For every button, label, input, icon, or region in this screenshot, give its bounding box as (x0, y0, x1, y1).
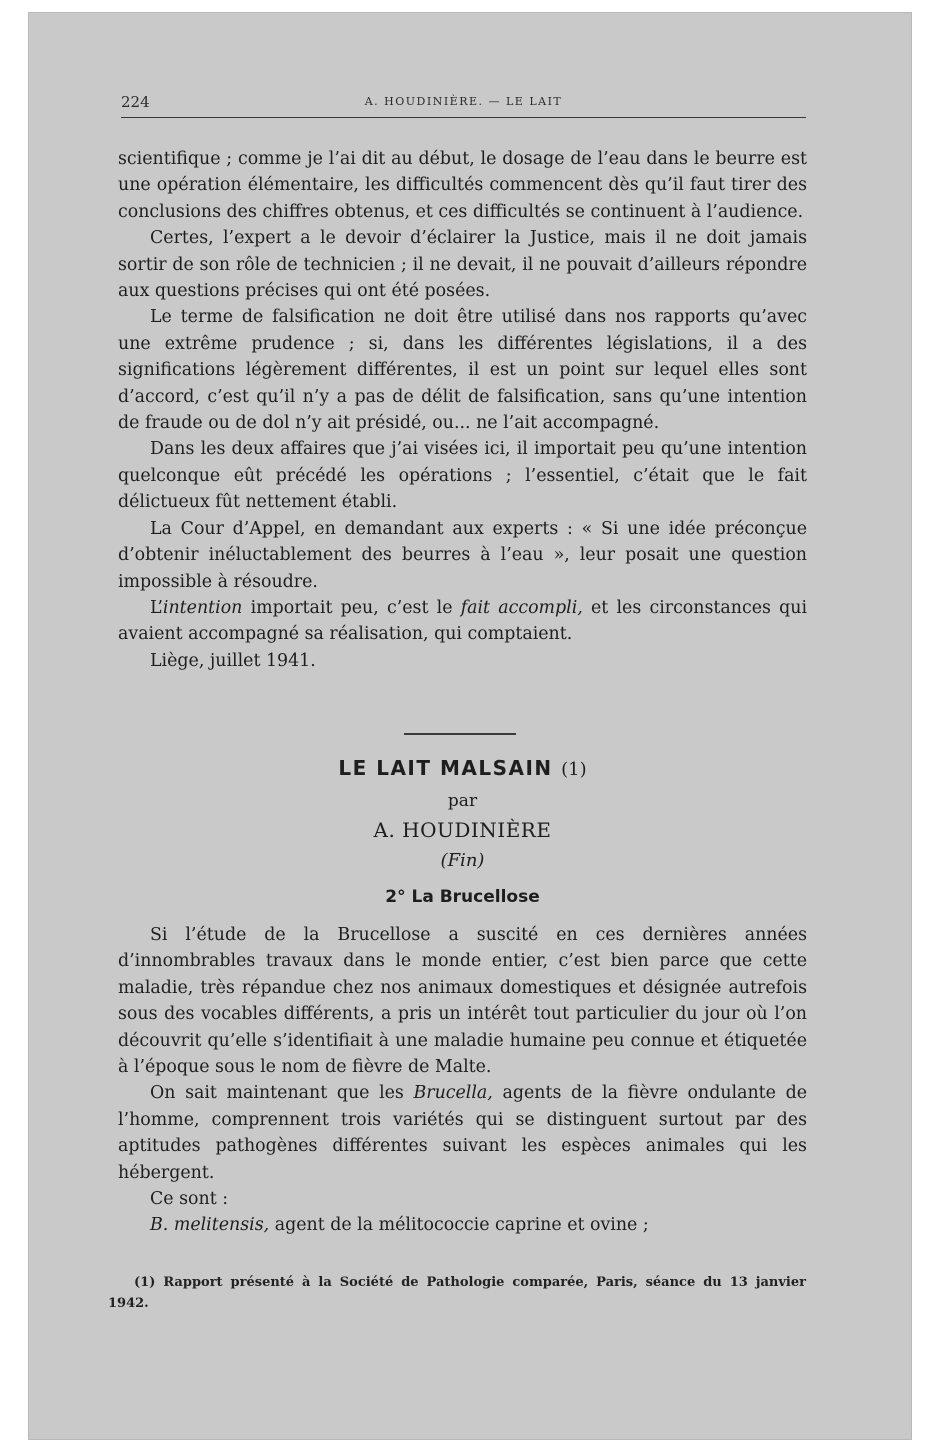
running-title: A. HOUDINIÈRE. — LE LAIT (364, 95, 563, 108)
text-run: L’ (150, 597, 163, 618)
italic-run: B. melitensis, (150, 1215, 270, 1236)
footnote-text: Rapport présenté à la Société de Pathologie comparée, Paris, séance du 13 janvier 1942. (108, 1275, 806, 1311)
footnote-reference: (1) (561, 759, 587, 780)
section-separator (404, 733, 516, 735)
article-title-text: LE LAIT MALSAIN (338, 756, 553, 780)
article-text (118, 922, 807, 1239)
footnote-mark: (1) (134, 1275, 156, 1290)
italic-run: Brucella, (413, 1083, 493, 1104)
section-heading: 2° La Brucellose (385, 887, 540, 907)
article-by: par (447, 791, 478, 811)
paragraph: Ce sont : (150, 1189, 229, 1210)
page-header (121, 93, 806, 118)
paragraph (118, 595, 807, 648)
paragraph: scientifique ; comme je l’ai dit au début, le dosage de l’eau dans le beurre est une opération élémentaire, les difficultés commencent dès qu’il faut tirer des conclusions des chiffres obtenus, et ces difficultés se continuent à l’audience. (118, 149, 807, 222)
text-run: agents de la fièvre ondulante de l’homme, comprennent trois variétés qui se distinguent surtout par des aptitudes pathogènes différentes suivant les espèces animales qui les hébergent. (118, 1083, 807, 1183)
footnote (108, 1272, 806, 1314)
paragraph: La Cour d’Appel, en demandant aux experts : « Si une idée préconçue d’obtenir inéluctablement des beurres à l’eau », leur posait une question impossible à résoudre. (118, 518, 807, 592)
date-line: Liège, juillet 1941. (150, 650, 316, 671)
paragraph (118, 1212, 807, 1238)
paragraph: Certes, l’expert a le devoir d’éclairer la Justice, mais il ne doit jamais sortir de son rôle de technicien ; il ne devait, il ne pouvait d’ailleurs répondre aux questions précises qui ont été posées. (118, 228, 807, 302)
article-author: A. HOUDINIÈRE (373, 818, 552, 842)
text-run: agent de la mélitococcie caprine et ovine ; (269, 1215, 649, 1236)
text-run: importait peu, c’est le (242, 597, 461, 618)
italic-run: fait accompli, (460, 597, 583, 618)
paragraph (118, 1080, 807, 1186)
paragraph: Le terme de falsification ne doit être utilisé dans nos rapports qu’avec une extrême prudence ; si, dans les différentes législations, il a des significations légèrement différentes, il est un point sur lequel elles sont d’accord, c’est qu’il n’y a pas de délit de falsification, sans qu’une intention de fraude ou de dol n’y ait présidé, ou... ne l’ait accompagné. (118, 307, 807, 434)
article-part: (Fin) (440, 850, 485, 871)
paragraph: Si l’étude de la Brucellose a suscité en ces dernières années d’innombrables travaux dans le monde entier, c’est bien parce que cette maladie, très répandue chez nos animaux domestiques et désignée autrefois sous des vocables différents, a pris un intérêt tout particulier du jour où l’on découvrit qu’elle s’identifiait à une maladie humaine peu connue et étiquetée à l’époque sous le nom de fièvre de Malte. (118, 925, 807, 1078)
paragraph: Dans les deux affaires que j’ai visées ici, il importait peu qu’une intention quelconque eût précédé les opérations ; l’essentiel, c’était que le fait délictueux fût nettement établi. (118, 439, 807, 513)
text-run: On sait maintenant que les (150, 1083, 414, 1104)
italic-run: intention (162, 597, 243, 618)
text-run: et les circonstances qui avaient accompagné sa réalisation, qui comptaient. (118, 597, 807, 645)
article-title (118, 756, 807, 780)
page-number: 224 (121, 93, 150, 111)
previous-article-text (118, 146, 807, 674)
